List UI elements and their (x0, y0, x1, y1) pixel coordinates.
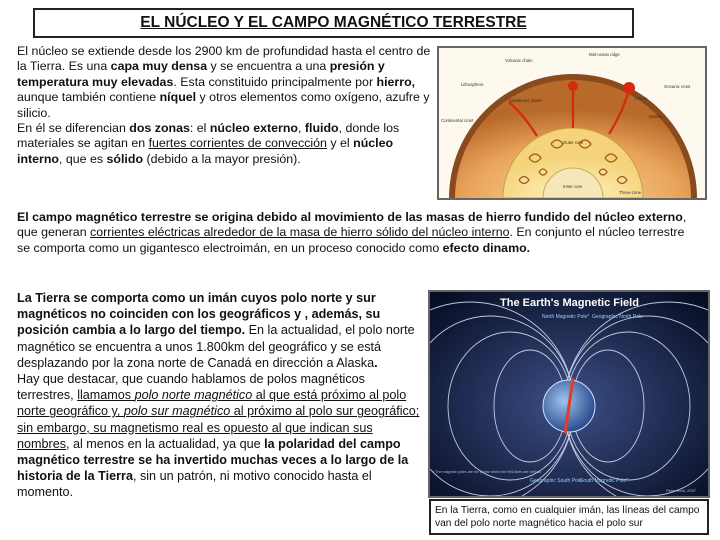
magnetic-field-image (430, 292, 708, 496)
text-segment: y el (326, 136, 354, 151)
text-bold: presión y temperatura muy elevadas (17, 59, 385, 89)
label-oceanic-crust: Oceanic crust (664, 84, 691, 89)
text-segment: , donde los materiales se agitan en (17, 121, 400, 151)
magnetic-field-figure (428, 290, 710, 498)
figure-title: The Earth's Magnetic Field (500, 297, 639, 309)
text-underlined: al que está próximo al polo norte geográfico y, (17, 388, 407, 419)
label-subducted-plates: Subducted plates (509, 98, 543, 103)
title-box (33, 8, 634, 38)
text-underlined: fuertes corrientes de convección (148, 136, 327, 151)
plume-head (568, 81, 578, 91)
label-south-magnetic-pole: South Magnetic Pole* (580, 478, 629, 484)
text-bold: La Tierra se comporta como un imán cuyos polo norte y sur magnéticos no coinciden con los geográficos y , además, su posición cambia a lo largo del tiempo. (17, 291, 381, 338)
label-north-magnetic-pole: North Magnetic Pole* (542, 314, 590, 320)
label-volcanic-chain: Volcanic chain (505, 58, 533, 63)
text-segment: En él se diferencian (17, 121, 130, 136)
text-underlined: al próximo al polo sur geográfico; sin embargo, su magnetismo real es opuesto al que indican sus nombres (17, 404, 420, 451)
text-bold: El campo magnético terrestre se origina debido al movimiento de las masas de hierro fundido del núcleo externo (17, 210, 683, 224)
label-mid-ocean-ridge: Mid-ocean ridge (589, 52, 620, 57)
label-mantle: Mantle (649, 114, 662, 119)
text-bold: capa muy densa (110, 59, 208, 74)
text-segment: En la actualidad, el polo norte magnético se encuentra a unos 1.800km del geográfico y se está desplazando por la zona norte de Canadá en dirección a Alaska (17, 323, 415, 370)
magnetic-poles-text (17, 290, 421, 501)
label-three-zone: Three-zone (619, 190, 641, 195)
text-segment: , sin un patrón, ni motivo conocido hasta el momento. (17, 469, 372, 500)
text-bold: níquel (159, 90, 197, 105)
label-inner-core: Inner core (563, 184, 583, 189)
text-bold: núcleo interno (17, 136, 394, 166)
figure-caption: En la Tierra, como en cualquier imán, las líneas del campo van del polo norte magnético hacia el polo sur (429, 499, 709, 535)
label-plume: Plume (635, 96, 648, 101)
text-segment: Hay que destacar, que cuando hablamos de polos magnéticos terrestres, (17, 372, 365, 403)
text-bold: núcleo externo (209, 121, 298, 136)
label-geographic-south-pole: Geographic South Pole (530, 478, 582, 484)
text-segment: . En conjunto el núcleo terrestre se comporta como un gigantesco electroimán, en un proceso conocido como (17, 225, 685, 255)
text-segment: aunque también contiene (17, 90, 160, 105)
text-bold: . (374, 355, 378, 370)
label-continental-crust: Continental crust (441, 118, 474, 123)
text-segment: El núcleo se extiende desde los 2900 km de profundidad hasta el centro de la Tierra. Es una (17, 44, 431, 74)
earth-cross-section-image (439, 48, 705, 198)
figure-credit: Peter Reid, 2007 (666, 488, 697, 493)
core-description-text (17, 44, 437, 167)
text-underlined-italic: polo sur magnético (123, 404, 231, 419)
text-segment: y otros elementos como oxígeno, azufre y silicio. (17, 90, 430, 120)
text-bold: sólido (106, 151, 144, 166)
label-geographic-north-pole: Geographic North Pole (592, 314, 643, 320)
plume-head (623, 82, 635, 94)
label-lithosphere: Lithosphere (461, 82, 484, 87)
text-segment: , que es (59, 151, 107, 166)
text-segment: . Esta constituido principalmente por (173, 74, 377, 89)
text-segment: , (298, 121, 305, 136)
figure-footnote: * The magnetic poles are the points where the field lines are vertical (433, 470, 541, 474)
magnetic-field-origin-text (17, 210, 697, 256)
text-underlined: corrientes eléctricas alrededor de la masa de hierro sólido del núcleo interno (90, 225, 510, 240)
text-bold: la polaridad del campo magnético terrestre se ha invertido muchas veces a lo largo de la historia de la Tierra (17, 436, 409, 484)
earth-interior-figure (437, 46, 707, 200)
text-segment: , al menos en la actualidad, ya que (66, 436, 265, 451)
text-bold: dos zonas (129, 121, 190, 136)
text-bold: fluido (304, 121, 339, 136)
label-outer-core: Outer core (563, 140, 584, 145)
text-bold: hierro, (376, 74, 416, 89)
text-segment: , que generan (17, 210, 687, 240)
text-segment: (debido a la mayor presión). (143, 151, 301, 166)
text-segment: y se encuentra a una (207, 59, 330, 74)
text-underlined: llamamos (77, 388, 135, 403)
text-bold: efecto dinamo. (442, 240, 531, 255)
page-title: EL NÚCLEO Y EL CAMPO MAGNÉTICO TERRESTRE (140, 14, 527, 31)
text-segment: : el (189, 121, 210, 136)
text-underlined-italic: polo norte magnético (134, 388, 253, 403)
